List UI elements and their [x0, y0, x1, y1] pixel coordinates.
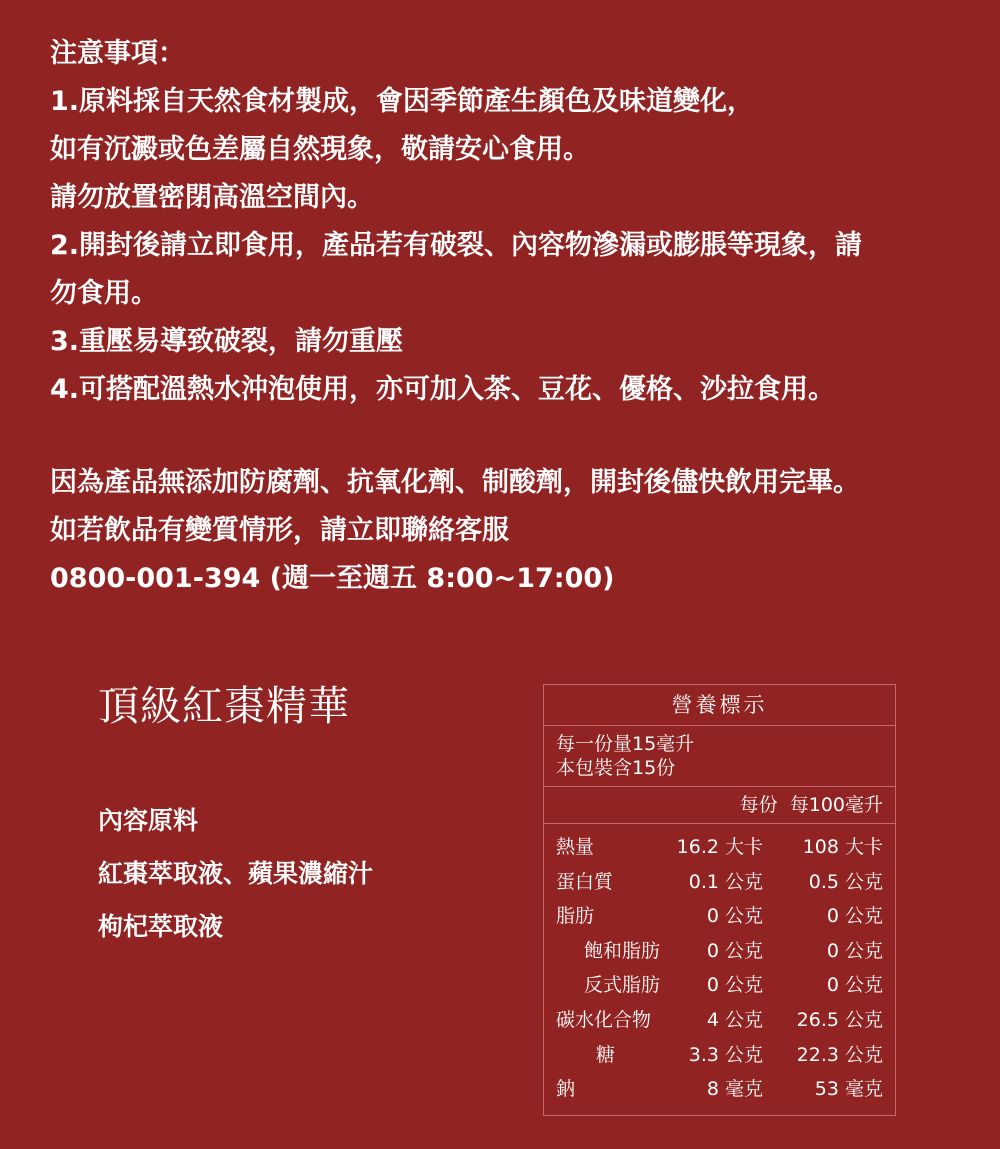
nutrient-per-serving: 8 毫克 [706, 1078, 763, 1101]
product-section [98, 678, 518, 953]
nutrient-per-100ml: 108 大卡 [802, 836, 883, 858]
nutrition-title: 營養標示 [544, 685, 895, 726]
serving-info [544, 726, 895, 787]
nutrient-row-calories [544, 830, 895, 865]
nutrient-per-serving: 16.2 大卡 [676, 836, 763, 858]
customer-service-phone: 0800-001-394 (週一至週五 8:00~17:00) [50, 563, 615, 594]
nutrition-facts-table [543, 684, 896, 1116]
nutrient-label: 反式脂肪 [584, 974, 661, 997]
nutrient-per-serving: 0 公克 [706, 974, 763, 997]
nutrient-label: 糖 [596, 1043, 616, 1066]
product-title: 頂級紅棗精華 [98, 682, 350, 730]
notice-heading: 注意事項： [50, 38, 185, 69]
nutrient-per-100ml: 53 毫克 [814, 1078, 883, 1101]
col-per-100ml: 每100毫升 [789, 794, 883, 816]
additive-notice: 因為產品無添加防腐劑、抗氧化劑、制酸劑，開封後儘快飲用完畢。 [50, 467, 860, 498]
notice-line: 勿食用。 [50, 278, 158, 309]
notice-section [50, 30, 970, 603]
nutrient-per-serving: 0.1 公克 [688, 870, 763, 893]
nutrient-per-100ml: 0 公克 [826, 939, 883, 962]
nutrition-rows [544, 824, 895, 1107]
nutrition-column-headers [544, 787, 895, 824]
notice-line: 1.原料採自天然食材製成，會因季節產生顏色及味道變化， [50, 86, 755, 117]
notice-line: 如有沉澱或色差屬自然現象，敬請安心食用。 [50, 134, 590, 165]
ingredients-block [98, 794, 518, 953]
servings-per-pack: 本包裝含15份 [556, 757, 676, 779]
nutrient-label: 熱量 [556, 836, 595, 858]
notice-spacer [50, 414, 970, 459]
nutrient-label: 蛋白質 [556, 870, 614, 893]
notice-line: 2.開封後請立即食用，產品若有破裂、內容物滲漏或膨脹等現象，請 [50, 230, 863, 261]
nutrient-per-serving: 4 公克 [706, 1008, 763, 1031]
nutrient-per-serving: 3.3 公克 [688, 1043, 763, 1066]
nutrient-row-saturated-fat [544, 934, 895, 969]
nutrient-row-carbohydrate [544, 1003, 895, 1038]
nutrient-per-100ml: 22.3 公克 [796, 1043, 883, 1066]
notice-line: 4.可搭配溫熱水沖泡使用，亦可加入茶、豆花、優格、沙拉食用。 [50, 374, 836, 405]
notice-line: 3.重壓易導致破裂，請勿重壓 [50, 326, 404, 357]
nutrient-row-trans-fat [544, 968, 895, 1003]
col-per-serving: 每份 [739, 794, 778, 816]
nutrient-per-100ml: 26.5 公克 [796, 1008, 883, 1031]
notice-line: 請勿放置密閉高溫空間內。 [50, 182, 374, 213]
ingredient-line: 紅棗萃取液、蘋果濃縮汁 [98, 859, 374, 888]
contact-notice: 如若飲品有變質情形，請立即聯絡客服 [50, 515, 509, 546]
nutrient-per-100ml: 0 公克 [826, 974, 883, 997]
nutrient-row-sodium [544, 1072, 895, 1107]
nutrient-label: 鈉 [556, 1078, 576, 1101]
nutrient-row-sugar [544, 1038, 895, 1073]
ingredients-heading: 內容原料 [98, 806, 199, 835]
nutrient-label: 碳水化合物 [556, 1008, 652, 1031]
nutrient-per-100ml: 0.5 公克 [808, 870, 883, 893]
nutrient-row-fat [544, 899, 895, 934]
ingredient-line: 枸杞萃取液 [98, 912, 224, 941]
nutrient-row-protein [544, 865, 895, 900]
nutrient-per-100ml: 0 公克 [826, 905, 883, 928]
nutrient-per-serving: 0 公克 [706, 939, 763, 962]
nutrient-label: 脂肪 [556, 905, 595, 928]
nutrient-per-serving: 0 公克 [706, 905, 763, 928]
serving-size: 每一份量15毫升 [556, 733, 695, 755]
nutrient-label: 飽和脂肪 [584, 939, 661, 962]
